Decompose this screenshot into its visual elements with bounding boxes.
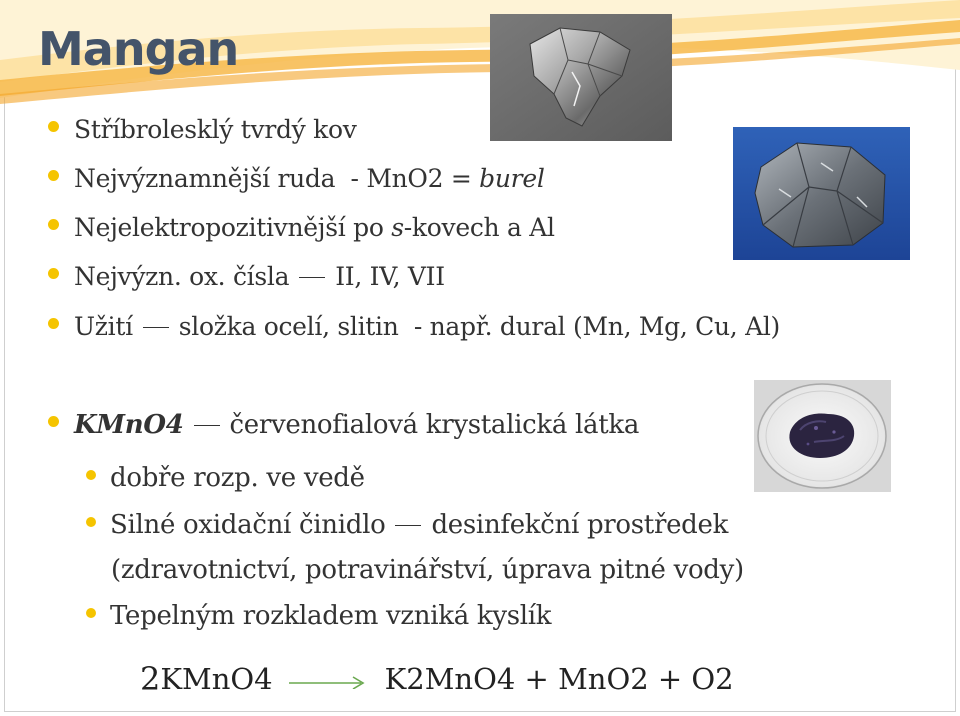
bullet-dot-icon <box>48 268 59 279</box>
bullet-2 <box>48 164 545 193</box>
kmno4-crystals-dish-photo <box>754 380 891 492</box>
bullet-dot-icon <box>86 517 96 527</box>
bullet-text-end: -kovech a Al <box>403 213 555 242</box>
bullet-1 <box>48 115 357 144</box>
manganese-metal-photo <box>490 14 672 141</box>
bullet-dot-icon <box>48 416 59 427</box>
bullet-text: Nejelektropozitivnější po <box>74 213 392 242</box>
burel-term: burel <box>479 164 545 193</box>
bullet-text: Nejvýzn. ox. čísla <box>74 262 290 291</box>
dash-separator <box>194 425 220 426</box>
bullet-3 <box>48 213 555 242</box>
bullet-text: Tepelným rozkladem vzniká kyslík <box>110 601 552 631</box>
bullet-text: Silné oxidační činidlo <box>110 510 386 540</box>
decomposition-equation <box>140 660 734 698</box>
bullet-dot-icon <box>48 170 59 181</box>
bullet-text: (zdravotnictví, potravinářství, úprava pitné vody) <box>111 555 744 585</box>
sub-bullet-2 <box>86 510 728 540</box>
sub-bullet-1 <box>86 463 365 493</box>
bullet-text: Nejvýznamnější ruda - MnO2 = <box>74 164 480 193</box>
sub-bullet-3 <box>86 601 551 631</box>
bullet-dot-icon <box>48 318 59 329</box>
usage-text: složka ocelí, slitin - např. dural (Mn, Mg, Cu, Al) <box>178 312 780 341</box>
slide-title: Mangan <box>38 22 239 76</box>
dash-separator <box>395 525 421 526</box>
dash-separator <box>143 327 169 328</box>
bullet-text: červenofialová krystalická látka <box>229 410 640 440</box>
pyrolusite-ore-photo <box>733 127 910 260</box>
bullet-dot-icon <box>48 121 59 132</box>
s-block-term: s <box>391 213 404 242</box>
equation-coefficient: 2 <box>140 660 161 698</box>
equation-products: K2MnO4 + MnO2 + O2 <box>384 662 734 696</box>
bullet-text: dobře rozp. ve vedě <box>110 463 365 493</box>
bullet-6 <box>48 410 639 440</box>
bullet-text: Stříbrolesklý tvrdý kov <box>74 115 357 144</box>
bullet-dot-icon <box>48 219 59 230</box>
bullet-text-end: desinfekční prostředek <box>431 510 729 540</box>
bullet-4 <box>48 262 445 291</box>
sub-bullet-2-continuation <box>111 555 744 585</box>
kmno4-term: KMnO4 <box>74 410 184 440</box>
bullet-text: Užití <box>74 312 133 341</box>
oxidation-states: II, IV, VII <box>335 262 445 291</box>
bullet-5 <box>48 312 780 341</box>
equation-reactant: KMnO4 <box>160 662 273 696</box>
reaction-arrow-icon <box>287 662 367 696</box>
bullet-dot-icon <box>86 470 96 480</box>
dash-separator <box>299 277 325 278</box>
bullet-dot-icon <box>86 608 96 618</box>
